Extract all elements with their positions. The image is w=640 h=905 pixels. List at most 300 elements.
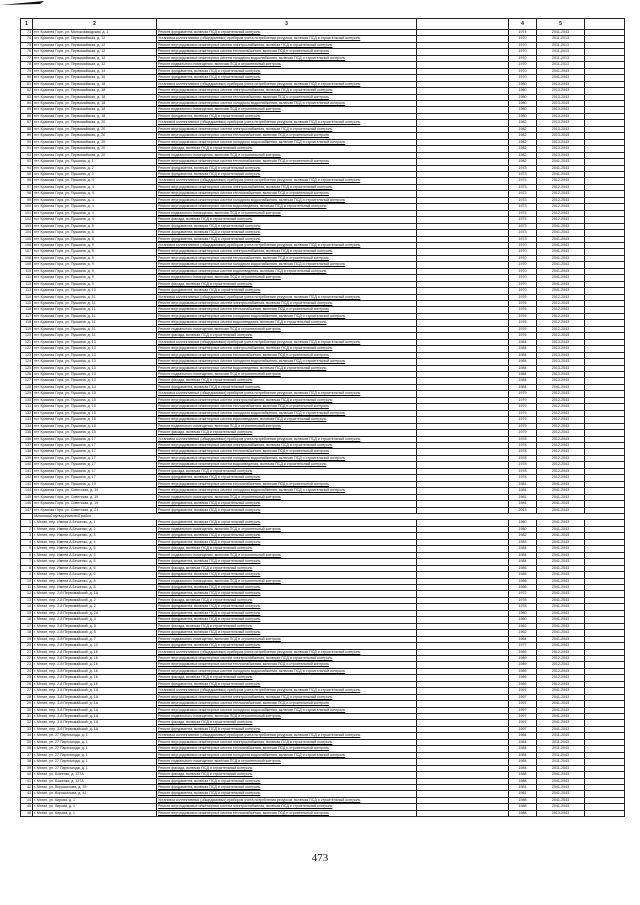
- period-cell: 2011-2043: [537, 739, 585, 745]
- period-cell: 2041-2043: [537, 785, 585, 791]
- address-cell: г. Мглин, ул. 27 Партсъезда, д. 1: [33, 733, 157, 739]
- row-number: 129: [21, 391, 33, 397]
- year-cell: 1978: [509, 455, 537, 461]
- period-cell: 2012-2043: [537, 681, 585, 687]
- work-type-cell: Ремонт внутридомовых инженерных систем теплоснабжения, включая ПСД и строительный контроль: [157, 481, 417, 487]
- address-cell: пгт. Красная Гора, ул. Первомайская, д. 12: [33, 42, 157, 48]
- row-number: 25: [21, 675, 33, 681]
- work-type-cell: Ремонт фундамента, включая ПСД и строительный контроль: [157, 630, 417, 636]
- address-cell: г. Мглин, пер. 2-й Первомайский, д. 5: [33, 630, 157, 636]
- address-cell: г. Мглин, пер. Имени А.Бешенко, д. 8: [33, 578, 157, 584]
- address-cell: г. Мглин, ул. Боженко, д. 127А: [33, 772, 157, 778]
- period-cell: 2012-2043: [537, 397, 585, 403]
- year-cell: 1974: [509, 30, 537, 36]
- year-cell: 1988: [509, 804, 537, 810]
- work-type-cell: Ремонт внутридомовых инженерных систем теплоснабжения, включая ПСД и строительный контроль: [157, 404, 417, 410]
- address-cell: пгт. Красная Гора, ул. Первомайская, д. 12: [33, 49, 157, 55]
- row-number: 130: [21, 397, 33, 403]
- row-number: 29: [21, 701, 33, 707]
- period-cell: 2011-2013: [537, 62, 585, 68]
- period-cell: 2012-2043: [537, 662, 585, 668]
- address-cell: г. Мглин, пер. 3-й Первомайский, д. 1А: [33, 701, 157, 707]
- period-cell: 2013-2043: [537, 810, 585, 816]
- row-number: 125: [21, 365, 33, 371]
- work-type-cell: Ремонт внутридомовых инженерных систем электроснабжения, включая ПСД и строительный контроль: [157, 126, 417, 132]
- year-cell: 1988: [509, 810, 537, 816]
- address-cell: г. Мглин, пер. 2-й Первомайский, д. 2А: [33, 610, 157, 616]
- period-cell: 2041-2043: [537, 559, 585, 565]
- row-number: 141: [21, 468, 33, 474]
- period-cell: 2013-2043: [537, 352, 585, 358]
- row-number: 140: [21, 462, 33, 468]
- period-cell: 2012-2043: [537, 417, 585, 423]
- year-cell: 1982: [509, 126, 537, 132]
- row-number: 16: [21, 617, 33, 623]
- row-number: 9: [21, 572, 33, 578]
- address-cell: г. Мглин, пер. Имени А.Бешенко, д. 6: [33, 572, 157, 578]
- row-number: 38: [21, 759, 33, 765]
- work-type-cell: Ремонт фасада, включая ПСД и строительный контроль: [157, 675, 417, 681]
- year-cell: 1977: [509, 643, 537, 649]
- year-cell: 1981: [509, 494, 537, 500]
- period-cell: 2041-2043: [537, 171, 585, 177]
- row-number: 3: [21, 533, 33, 539]
- year-cell: 1964: [509, 636, 537, 642]
- period-cell: 2012-2043: [537, 333, 585, 339]
- row-number: 134: [21, 423, 33, 429]
- period-cell: 2041-2043: [537, 507, 585, 513]
- address-cell: г. Мглин, пер. 2-й Первомайский, д. 16: [33, 655, 157, 661]
- address-cell: пгт. Красная Гора, ул. Советская, д. 19: [33, 501, 157, 507]
- work-type-cell: Ремонт фундамента, включая ПСД и строительный контроль: [157, 604, 417, 610]
- work-type-cell: Ремонт внутридомовых инженерных систем холодного водоснабжения, включая ПСД и строительный контроль: [157, 707, 417, 713]
- address-cell: пгт. Красная Гора, ул. Пушкина, д. 15: [33, 391, 157, 397]
- work-type-cell: Ремонт фасада, включая ПСД и строительный контроль: [157, 430, 417, 436]
- work-type-cell: Ремонт внутридомовых инженерных систем электроснабжения, включая ПСД и строительный контроль: [157, 804, 417, 810]
- row-number: 83: [21, 94, 33, 100]
- period-cell: 2012-2043: [537, 649, 585, 655]
- work-type-cell: Ремонт фасада, включая ПСД и строительный контроль: [157, 146, 417, 152]
- row-number: 80: [21, 75, 33, 81]
- work-type-cell: Ремонт внутридомовых инженерных систем электроснабжения, включая ПСД и строительный контроль: [157, 346, 417, 352]
- address-cell: пгт. Красная Гора, ул. Пушкина, д. 17: [33, 436, 157, 442]
- work-type-cell: Ремонт внутридомовых инженерных систем электроснабжения, включая ПСД и строительный контроль: [157, 443, 417, 449]
- period-cell: 2041-2043: [537, 591, 585, 597]
- period-cell: 2012-2043: [537, 204, 585, 210]
- work-type-cell: Ремонт внутридомовых инженерных систем водоотведения, включая ПСД и строительный контроль: [157, 320, 417, 326]
- period-cell: 2012-2043: [537, 320, 585, 326]
- work-type-cell: Ремонт фасада, включая ПСД и строительный контроль: [157, 217, 417, 223]
- work-type-cell: Установка коллективных (общедомовых) приборов учета потребления ресурсов, включая ПСД и строительный контроль: [157, 242, 417, 248]
- year-cell: 1988: [509, 797, 537, 803]
- work-type-cell: Ремонт внутридомовых инженерных систем электроснабжения, включая ПСД и строительный контроль: [157, 739, 417, 745]
- work-type-cell: Ремонт внутридомовых инженерных систем электроснабжения, включая ПСД и строительный контроль: [157, 301, 417, 307]
- row-number: 43: [21, 791, 33, 797]
- row-number: 113: [21, 288, 33, 294]
- address-cell: пгт. Красная Гора, ул. Пушкина, д. 13: [33, 359, 157, 365]
- period-cell: 2012-2043: [537, 449, 585, 455]
- year-cell: 1980: [509, 617, 537, 623]
- address-cell: пгт. Красная Гора, ул. Первомайская, д. 12: [33, 55, 157, 61]
- year-cell: 1997: [509, 701, 537, 707]
- address-cell: пгт. Красная Гора, ул. Первомайская, д. 20: [33, 126, 157, 132]
- year-cell: 1962: [509, 623, 537, 629]
- year-cell: 1988: [509, 772, 537, 778]
- period-cell: 2013-2043: [537, 94, 585, 100]
- row-number: 15: [21, 610, 33, 616]
- work-type-cell: Ремонт внутридомовых инженерных систем теплоснабжения, включая ПСД и строительный контроль: [157, 307, 417, 313]
- period-cell: 2041-2043: [537, 578, 585, 584]
- year-cell: 1979: [509, 397, 537, 403]
- row-number: 11: [21, 584, 33, 590]
- year-cell: 1989: [509, 675, 537, 681]
- row-number: 41: [21, 778, 33, 784]
- row-number: 2: [21, 526, 33, 532]
- address-cell: пгт. Красная Гора, ул. Первомайская, д. 14: [33, 68, 157, 74]
- row-number: 101: [21, 210, 33, 216]
- period-cell: 2041-2043: [537, 262, 585, 268]
- year-cell: 1982: [509, 139, 537, 145]
- row-number: 74: [21, 36, 33, 42]
- address-cell: пгт. Красная Гора, ул. Пушкина, д. 13: [33, 346, 157, 352]
- period-cell: 2041-2043: [537, 617, 585, 623]
- work-type-cell: Ремонт внутридомовых инженерных систем холодного водоснабжения, включая ПСД и строительный контроль: [157, 455, 417, 461]
- year-cell: 1970: [509, 62, 537, 68]
- address-cell: пгт. Красная Гора, ул. Первомайская, д. 20: [33, 120, 157, 126]
- period-cell: 2012-2043: [537, 436, 585, 442]
- year-cell: 1984: [509, 372, 537, 378]
- period-cell: 2041-2043: [537, 623, 585, 629]
- period-cell: 2012-2043: [537, 313, 585, 319]
- row-number: 75: [21, 42, 33, 48]
- work-type-cell: Ремонт фасада, включая ПСД и строительный контроль: [157, 597, 417, 603]
- address-cell: пгт. Красная Гора, ул. Первомайская, д. 12: [33, 36, 157, 42]
- row-number: 117: [21, 313, 33, 319]
- row-number: 6: [21, 552, 33, 558]
- work-type-cell: Ремонт фундамента, включая ПСД и строительный контроль: [157, 617, 417, 623]
- work-type-cell: Ремонт внутридомовых инженерных систем электроснабжения, включая ПСД и строительный контроль: [157, 42, 417, 48]
- year-cell: 1978: [509, 604, 537, 610]
- period-cell: 2012-2043: [537, 668, 585, 674]
- period-cell: 2041-2043: [537, 494, 585, 500]
- year-cell: 1978: [509, 475, 537, 481]
- row-number: 115: [21, 301, 33, 307]
- work-type-cell: Ремонт подвального помещения, включая ПСД и строительный контроль: [157, 552, 417, 558]
- period-cell: 2012-2043: [537, 423, 585, 429]
- year-cell: 1982: [509, 152, 537, 158]
- work-type-cell: Установка коллективных (общедомовых) приборов учета потребления ресурсов, включая ПСД и строительный контроль: [157, 120, 417, 126]
- period-cell: 2012-2043: [537, 307, 585, 313]
- year-cell: 1970: [509, 49, 537, 55]
- period-cell: 2012-2043: [537, 410, 585, 416]
- period-cell: 2011-2043: [537, 752, 585, 758]
- year-cell: 1970: [509, 268, 537, 274]
- row-number: 79: [21, 68, 33, 74]
- year-cell: 1973: [509, 223, 537, 229]
- year-cell: 1976: [509, 326, 537, 332]
- address-cell: пгт. Красная Гора, ул. Первомайская, д. 18: [33, 113, 157, 119]
- address-cell: пгт. Красная Гора, ул. Пушкина, д. 9: [33, 281, 157, 287]
- address-cell: пгт. Красная Гора, ул. Пушкина, д. 13: [33, 372, 157, 378]
- period-cell: 2012-2043: [537, 443, 585, 449]
- period-cell: 2041-2043: [537, 268, 585, 274]
- row-number: 8: [21, 565, 33, 571]
- year-cell: 1970: [509, 68, 537, 74]
- row-number: 46: [21, 810, 33, 816]
- year-cell: 1970: [509, 42, 537, 48]
- period-cell: 2012-2043: [537, 455, 585, 461]
- period-cell: 2041-2043: [537, 223, 585, 229]
- year-cell: 1984: [509, 752, 537, 758]
- year-cell: 1976: [509, 307, 537, 313]
- page-number: 473: [311, 852, 329, 864]
- year-cell: 1980: [509, 113, 537, 119]
- period-cell: 2041-2043: [537, 552, 585, 558]
- work-type-cell: Ремонт внутридомовых инженерных систем теплоснабжения, включая ПСД и строительный контроль: [157, 49, 417, 55]
- row-number: 143: [21, 481, 33, 487]
- work-type-cell: Ремонт фундамента, включая ПСД и строительный контроль: [157, 236, 417, 242]
- period-cell: 2011-2043: [537, 733, 585, 739]
- work-type-cell: Ремонт фундамента, включая ПСД и строительный контроль: [157, 778, 417, 784]
- address-cell: пгт. Красная Гора, ул. Первомайская, д. 20: [33, 152, 157, 158]
- row-number: 87: [21, 120, 33, 126]
- year-cell: 1970: [509, 36, 537, 42]
- period-cell: 2041-2043: [537, 610, 585, 616]
- row-number: 76: [21, 49, 33, 55]
- address-cell: г. Мглин, ул. Боженко, д. 127А: [33, 778, 157, 784]
- row-number: 7: [21, 559, 33, 565]
- address-cell: пгт. Красная Гора, ул. Советская, д. 19: [33, 494, 157, 500]
- work-type-cell: Ремонт фасада, включая ПСД и строительный контроль: [157, 623, 417, 629]
- work-type-cell: Ремонт фундамента, включая ПСД и строительный контроль: [157, 475, 417, 481]
- address-cell: пгт. Красная Гора, ул. Пушкина, д. 4: [33, 197, 157, 203]
- row-number: 73: [21, 30, 33, 36]
- work-type-cell: Ремонт фундамента, включая ПСД и строительный контроль: [157, 559, 417, 565]
- year-cell: 1982: [509, 120, 537, 126]
- row-number: 95: [21, 171, 33, 177]
- address-cell: пгт. Красная Гора, ул. Пушкина, д. 17: [33, 462, 157, 468]
- work-type-cell: Ремонт внутридомовых инженерных систем холодного водоснабжения, включая ПСД и строительный контроль: [157, 55, 417, 61]
- year-cell: 1984: [509, 384, 537, 390]
- period-cell: 2041-2043: [537, 604, 585, 610]
- address-cell: г. Мглин, ул. Кирова, д. 1: [33, 797, 157, 803]
- row-number: 103: [21, 223, 33, 229]
- address-cell: г. Мглин, пер. Имени А.Бешенко, д. 5: [33, 559, 157, 565]
- year-cell: 1989: [509, 655, 537, 661]
- address-cell: пгт. Красная Гора, ул. Пушкина, д. 4: [33, 217, 157, 223]
- period-cell: 2041-2043: [537, 630, 585, 636]
- work-type-cell: Ремонт фундамента, включая ПСД и строительный контроль: [157, 30, 417, 36]
- row-number: 147: [21, 507, 33, 513]
- period-cell: 2041-2043: [537, 643, 585, 649]
- work-type-cell: Ремонт фундамента, включая ПСД и строительный контроль: [157, 223, 417, 229]
- year-cell: 1970: [509, 281, 537, 287]
- year-cell: 2013: [509, 507, 537, 513]
- row-number: 133: [21, 417, 33, 423]
- year-cell: 1980: [509, 526, 537, 532]
- address-cell: пгт. Красная Гора, ул. Пушкина, д. 17: [33, 455, 157, 461]
- row-number: 123: [21, 352, 33, 358]
- period-cell: 2041-2043: [537, 288, 585, 294]
- address-cell: пгт. Красная Гора, ул. Первомайская, д. 20: [33, 133, 157, 139]
- period-cell: 2041-2043: [537, 230, 585, 236]
- year-cell: 1973: [509, 204, 537, 210]
- row-number: 42: [21, 785, 33, 791]
- year-cell: 1984: [509, 365, 537, 371]
- year-cell: 1973: [509, 197, 537, 203]
- work-type-cell: Ремонт фундамента, включая ПСД и строительный контроль: [157, 785, 417, 791]
- year-cell: 1978: [509, 449, 537, 455]
- period-cell: 2041-2043: [537, 694, 585, 700]
- period-cell: 2013-2043: [537, 152, 585, 158]
- work-type-cell: Ремонт фундамента, включая ПСД и строительный контроль: [157, 591, 417, 597]
- year-cell: 1978: [509, 468, 537, 474]
- row-number: 81: [21, 81, 33, 87]
- work-type-cell: Ремонт внутридомовых инженерных систем холодного водоснабжения, включая ПСД и строительный контроль: [157, 410, 417, 416]
- row-number: 92: [21, 152, 33, 158]
- year-cell: 1970: [509, 275, 537, 281]
- year-cell: 1978: [509, 436, 537, 442]
- address-cell: пгт. Красная Гора, ул. Пушкина, д. 2: [33, 165, 157, 171]
- period-cell: 2041-2043: [537, 384, 585, 390]
- row-number: 18: [21, 630, 33, 636]
- address-cell: пгт. Красная Гора, ул. Пушкина, д. 6: [33, 230, 157, 236]
- period-cell: 2013-2043: [537, 100, 585, 106]
- work-type-cell: Установка коллективных (общедомовых) приборов учета потребления ресурсов, включая ПСД и строительный контроль: [157, 339, 417, 345]
- address-cell: г. Мглин, пер. 2-й Первомайский, д. 2: [33, 597, 157, 603]
- period-cell: 2041-2043: [537, 726, 585, 732]
- row-number: 145: [21, 494, 33, 500]
- address-cell: пгт. Красная Гора, ул. Первомайская, д. 18: [33, 81, 157, 87]
- address-cell: г. Мглин, ул. 27 Партсъезда, д. 1: [33, 739, 157, 745]
- period-cell: 2041-2043: [537, 165, 585, 171]
- period-cell: 2041-2043: [537, 526, 585, 532]
- header-col-5: 5: [537, 19, 585, 30]
- address-cell: пгт. Красная Гора, ул. Пушкина, д. 15: [33, 423, 157, 429]
- year-cell: 1980: [509, 107, 537, 113]
- work-type-cell: Ремонт внутридомовых инженерных систем холодного водоснабжения, включая ПСД и строительный контроль: [157, 313, 417, 319]
- address-cell: пгт. Красная Гора, ул. Пушкина, д. 15: [33, 410, 157, 416]
- address-cell: пгт. Красная Гора, ул. Пушкина, д. 4: [33, 191, 157, 197]
- work-type-cell: Ремонт фундамента, включая ПСД и строительный контроль: [157, 501, 417, 507]
- year-cell: 1962: [509, 630, 537, 636]
- row-number: 32: [21, 720, 33, 726]
- year-cell: 1970: [509, 249, 537, 255]
- row-number: 102: [21, 217, 33, 223]
- work-type-cell: Ремонт внутридомовых инженерных систем теплоснабжения, включая ПСД и строительный контроль: [157, 191, 417, 197]
- row-number: 144: [21, 488, 33, 494]
- address-cell: пгт. Красная Гора, ул. Пушкина, д. 11: [33, 307, 157, 313]
- work-type-cell: Установка коллективных (общедомовых) приборов учета потребления ресурсов, включая ПСД и строительный контроль: [157, 294, 417, 300]
- work-type-cell: Ремонт фундамента, включая ПСД и строительный контроль: [157, 520, 417, 526]
- work-type-cell: Ремонт внутридомовых инженерных систем теплоснабжения, включая ПСД и строительный контроль: [157, 133, 417, 139]
- address-cell: пгт. Красная Гора, ул. Пушкина, д. 13: [33, 365, 157, 371]
- address-cell: пгт. Красная Гора, ул. Пушкина, д. 17: [33, 468, 157, 474]
- year-cell: 1978: [509, 462, 537, 468]
- address-cell: г. Мглин, пер. 3-й Первомайский, д. 1А: [33, 720, 157, 726]
- year-cell: 1979: [509, 417, 537, 423]
- address-cell: г. Мглин, пер. 2-й Первомайский, д. 16: [33, 649, 157, 655]
- work-type-cell: Ремонт фундамента, включая ПСД и строительный контроль: [157, 75, 417, 81]
- address-cell: г. Мглин, ул. 27 Партсъезда, д. 1: [33, 765, 157, 771]
- year-cell: 1980: [509, 610, 537, 616]
- year-cell: 1982: [509, 159, 537, 165]
- period-cell: 2013-2043: [537, 378, 585, 384]
- row-number: 13: [21, 597, 33, 603]
- row-number: 86: [21, 113, 33, 119]
- period-cell: 2012-2043: [537, 210, 585, 216]
- row-number: 24: [21, 668, 33, 674]
- work-type-cell: Ремонт подвального помещения, включая ПСД и строительный контроль: [157, 759, 417, 765]
- row-number: 146: [21, 501, 33, 507]
- year-cell: 1981: [509, 791, 537, 797]
- work-type-cell: Ремонт внутридомовых инженерных систем водоотведения, включая ПСД и строительный контроль: [157, 417, 417, 423]
- row-number: 136: [21, 436, 33, 442]
- work-type-cell: Ремонт фундамента, включая ПСД и строительный контроль: [157, 384, 417, 390]
- address-cell: г. Мглин, пер. 2-й Первомайский, д. 5: [33, 623, 157, 629]
- work-type-cell: Ремонт внутридомовых инженерных систем электроснабжения, включая ПСД и строительный контроль: [157, 694, 417, 700]
- row-number: 45: [21, 804, 33, 810]
- work-type-cell: Ремонт внутридомовых инженерных систем электроснабжения, включая ПСД и строительный контроль: [157, 397, 417, 403]
- period-cell: 2041-2043: [537, 688, 585, 694]
- row-number: 112: [21, 281, 33, 287]
- row-number: 100: [21, 204, 33, 210]
- header-col-3: 3: [157, 19, 417, 30]
- row-number: 99: [21, 197, 33, 203]
- address-cell: пгт. Красная Гора, ул. Первомайская, д. 18: [33, 107, 157, 113]
- address-cell: пгт. Красная Гора, ул. Пушкина, д. 4: [33, 178, 157, 184]
- year-cell: 1970: [509, 288, 537, 294]
- year-cell: 1972: [509, 591, 537, 597]
- period-cell: 2041-2043: [537, 772, 585, 778]
- period-cell: 2041-2043: [537, 572, 585, 578]
- repair-works-table: [20, 18, 625, 817]
- address-cell: пгт. Красная Гора, ул. Пушкина, д. 14: [33, 384, 157, 390]
- period-cell: 2041-2043: [537, 797, 585, 803]
- row-number: 104: [21, 230, 33, 236]
- year-cell: 1989: [509, 662, 537, 668]
- year-cell: 1970: [509, 75, 537, 81]
- address-cell: пгт. Красная Гора, ул. Советская, д. 21: [33, 507, 157, 513]
- year-cell: 1984: [509, 733, 537, 739]
- work-type-cell: Установка коллективных (общедомовых) приборов учета потребления ресурсов, включая ПСД и строительный контроль: [157, 81, 417, 87]
- address-cell: г. Мглин, ул. Кирова, д. 1: [33, 804, 157, 810]
- work-type-cell: Ремонт фасада, включая ПСД и строительный контроль: [157, 333, 417, 339]
- address-cell: пгт. Красная Гора, ул. Пушкина, д. 15: [33, 397, 157, 403]
- row-number: 20: [21, 643, 33, 649]
- period-cell: 2011-2013: [537, 49, 585, 55]
- address-cell: г. Мглин, пер. 3-й Первомайский, д. 1А: [33, 707, 157, 713]
- address-cell: пгт. Красная Гора, ул. Пушкина, д. 15: [33, 404, 157, 410]
- period-cell: 2041-2043: [537, 714, 585, 720]
- year-cell: 1984: [509, 552, 537, 558]
- row-number: 26: [21, 681, 33, 687]
- address-cell: г. Мглин, пер. Имени А.Бешенко, д. 2: [33, 526, 157, 532]
- blank-cell: [585, 810, 625, 816]
- address-cell: пгт. Красная Гора, ул. Первомайская, д. 18: [33, 100, 157, 106]
- period-cell: 2041-2043: [537, 701, 585, 707]
- address-cell: г. Мглин, пер. 2-й Первомайский, д. 2: [33, 604, 157, 610]
- work-type-cell: Ремонт внутридомовых инженерных систем холодного водоснабжения, включая ПСД и строительный контроль: [157, 262, 417, 268]
- row-number: 12: [21, 591, 33, 597]
- address-cell: г. Мглин, пер. Имени А.Бешенко, д. 5: [33, 552, 157, 558]
- work-type-cell: Ремонт подвального помещения, включая ПСД и строительный контроль: [157, 494, 417, 500]
- address-cell: пгт. Красная Гора, ул. Пушкина, д. 17: [33, 443, 157, 449]
- section-title: Мглинский муниципальный район: [33, 513, 625, 519]
- work-type-cell: Ремонт внутридомовых инженерных систем электроснабжения, включая ПСД и строительный контроль: [157, 88, 417, 94]
- row-number: 94: [21, 165, 33, 171]
- row-number: 119: [21, 326, 33, 332]
